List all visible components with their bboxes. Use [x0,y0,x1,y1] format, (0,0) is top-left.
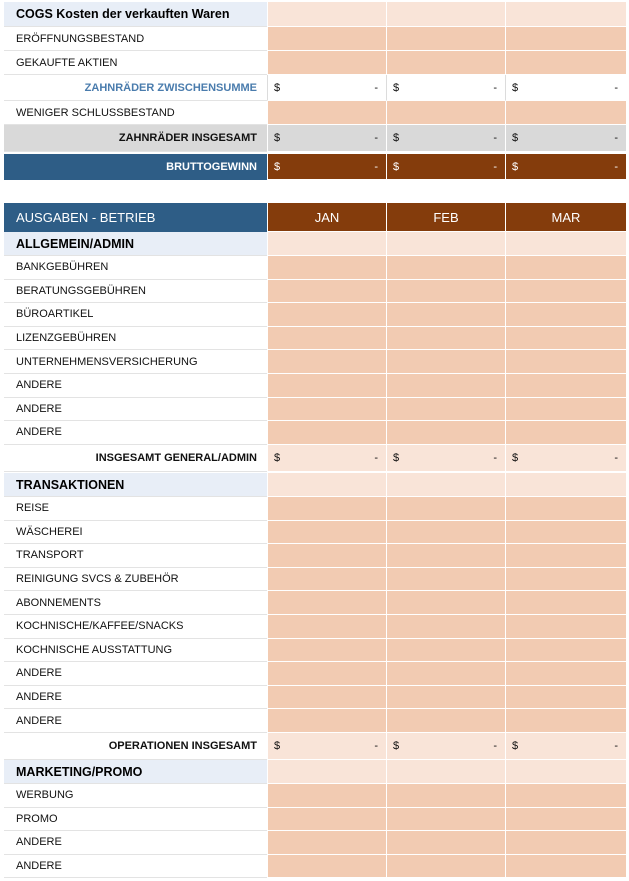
currency-symbol: $ [393,160,400,173]
input-cell[interactable] [267,27,386,51]
section-total-row [4,445,626,472]
input-cell[interactable] [386,615,505,639]
input-cell[interactable] [505,303,626,327]
value-cell[interactable] [505,154,626,180]
row-label: ZAHNRÄDER INSGESAMT [4,125,267,152]
month-header-feb: FEB [386,203,505,232]
table-row [4,421,626,445]
row-label: BERATUNGSGEBÜHREN [4,280,267,304]
input-cell[interactable] [267,51,386,75]
input-cell[interactable] [267,855,386,879]
value-cell[interactable] [505,445,626,472]
value: - [493,451,497,464]
input-cell[interactable] [267,784,386,808]
value-cell[interactable] [386,75,505,101]
input-cell[interactable] [386,473,505,497]
section-header-marketing [4,760,626,784]
input-cell[interactable] [267,808,386,832]
table-row [4,808,626,832]
input-cell[interactable] [267,256,386,280]
input-cell[interactable] [386,327,505,351]
currency-symbol: $ [393,132,400,144]
input-cell[interactable] [267,639,386,663]
section-header-operations [4,473,626,497]
value-cell[interactable] [386,733,505,760]
value-cell[interactable] [267,445,386,472]
cogs-subtotal-row [4,75,626,101]
input-cell[interactable] [386,808,505,832]
table-row [4,521,626,545]
input-cell[interactable] [386,27,505,51]
row-label: BRUTTOGEWINN [4,154,267,180]
input-cell[interactable] [386,831,505,855]
value-cell[interactable] [386,445,505,472]
input-cell[interactable] [386,280,505,304]
table-row [4,27,626,51]
row-label: WERBUNG [4,784,267,808]
currency-symbol: $ [393,740,400,752]
value-cell[interactable] [505,125,626,152]
input-cell[interactable] [386,421,505,445]
table-row [4,544,626,568]
table-row [4,327,626,351]
input-cell[interactable] [267,473,386,497]
input-cell[interactable] [505,101,626,125]
table-row [4,591,626,615]
row-label: TRANSPORT [4,544,267,568]
input-cell[interactable] [505,615,626,639]
currency-symbol: $ [393,451,400,464]
input-cell[interactable] [505,473,626,497]
table-row [4,101,626,125]
input-cell[interactable] [505,280,626,304]
table-row [4,256,626,280]
cell[interactable] [505,2,626,27]
input-cell[interactable] [386,544,505,568]
row-label: ERÖFFNUNGSBESTAND [4,27,267,51]
input-cell[interactable] [505,831,626,855]
table-row [4,662,626,686]
input-cell[interactable] [386,398,505,422]
input-cell[interactable] [505,398,626,422]
input-cell[interactable] [386,101,505,125]
value: - [493,740,497,752]
value: - [374,740,378,752]
row-label: PROMO [4,808,267,832]
value-cell[interactable] [267,154,386,180]
input-cell[interactable] [505,327,626,351]
value: - [614,132,618,144]
row-label: WÄSCHEREI [4,521,267,545]
row-label: ANDERE [4,398,267,422]
row-label: REINIGUNG SVCS & ZUBEHÖR [4,568,267,592]
section-header-general-admin [4,232,626,256]
value: - [493,160,497,173]
value: - [374,160,378,173]
table-row [4,686,626,710]
input-cell[interactable] [267,101,386,125]
input-cell[interactable] [505,662,626,686]
input-cell[interactable] [386,784,505,808]
row-label: KOCHNISCHE AUSSTATTUNG [4,639,267,663]
input-cell[interactable] [386,662,505,686]
input-cell[interactable] [386,686,505,710]
cell[interactable] [386,2,505,27]
table-row [4,374,626,398]
input-cell[interactable] [386,256,505,280]
input-cell[interactable] [505,256,626,280]
section-heading: ALLGEMEIN/ADMIN [4,232,267,256]
row-label: LIZENZGEBÜHREN [4,327,267,351]
input-cell[interactable] [505,232,626,256]
currency-symbol: $ [274,132,281,144]
row-label: ANDERE [4,374,267,398]
currency-symbol: $ [274,160,281,173]
table-row [4,709,626,733]
input-cell[interactable] [386,497,505,521]
value: - [614,451,618,464]
input-cell[interactable] [267,374,386,398]
input-cell[interactable] [386,232,505,256]
input-cell[interactable] [505,686,626,710]
value-cell[interactable] [505,733,626,760]
input-cell[interactable] [267,497,386,521]
expenses-title: AUSGABEN - BETRIEB [4,203,267,232]
value: - [374,132,378,144]
value: - [614,160,618,173]
input-cell[interactable] [267,615,386,639]
row-label: ANDERE [4,831,267,855]
currency-symbol: $ [274,740,281,752]
input-cell[interactable] [267,591,386,615]
input-cell[interactable] [386,303,505,327]
row-label: ABONNEMENTS [4,591,267,615]
table-row [4,615,626,639]
row-label: ANDERE [4,855,267,879]
month-header-mar: MAR [505,203,626,232]
input-cell[interactable] [267,686,386,710]
input-cell[interactable] [386,855,505,879]
currency-symbol: $ [393,81,400,94]
currency-symbol: $ [274,451,281,464]
row-label: ANDERE [4,421,267,445]
row-label: ANDERE [4,709,267,733]
section-heading: MARKETING/PROMO [4,760,267,784]
input-cell[interactable] [267,662,386,686]
currency-symbol: $ [512,132,519,144]
table-row [4,280,626,304]
cell[interactable] [267,2,386,27]
input-cell[interactable] [267,398,386,422]
input-cell[interactable] [505,497,626,521]
row-label: INSGESAMT GENERAL/ADMIN [4,445,267,472]
value: - [614,81,618,94]
value-cell[interactable] [505,75,626,101]
value-cell[interactable] [386,125,505,152]
row-label: GEKAUFTE AKTIEN [4,51,267,75]
table-row [4,784,626,808]
input-cell[interactable] [386,709,505,733]
input-cell[interactable] [505,760,626,784]
value-cell[interactable] [267,125,386,152]
expenses-header-row [4,203,626,232]
input-cell[interactable] [267,232,386,256]
value-cell[interactable] [267,75,386,101]
input-cell[interactable] [267,568,386,592]
value-cell[interactable] [386,154,505,180]
input-cell[interactable] [505,374,626,398]
cogs-title: COGS Kosten der verkauften Waren [4,2,267,27]
table-row [4,831,626,855]
input-cell[interactable] [386,521,505,545]
table-row [4,855,626,879]
section-total-row [4,733,626,760]
input-cell[interactable] [505,27,626,51]
currency-symbol: $ [512,160,519,173]
table-row [4,398,626,422]
input-cell[interactable] [386,350,505,374]
input-cell[interactable] [267,521,386,545]
input-cell[interactable] [505,855,626,879]
currency-symbol: $ [512,81,519,94]
row-label: WENIGER SCHLUSSBESTAND [4,101,267,125]
table-row [4,568,626,592]
input-cell[interactable] [267,327,386,351]
input-cell[interactable] [386,568,505,592]
row-label: UNTERNEHMENSVERSICHERUNG [4,350,267,374]
input-cell[interactable] [267,760,386,784]
row-label: ANDERE [4,662,267,686]
value: - [614,740,618,752]
cogs-section-header [4,2,626,27]
currency-symbol: $ [512,451,519,464]
input-cell[interactable] [267,303,386,327]
input-cell[interactable] [267,421,386,445]
input-cell[interactable] [386,760,505,784]
value: - [493,81,497,94]
input-cell[interactable] [267,831,386,855]
input-cell[interactable] [267,544,386,568]
currency-symbol: $ [274,81,281,94]
input-cell[interactable] [267,280,386,304]
table-row [4,303,626,327]
input-cell[interactable] [386,591,505,615]
input-cell[interactable] [267,350,386,374]
row-label: ANDERE [4,686,267,710]
row-label: OPERATIONEN INSGESAMT [4,733,267,760]
table-row [4,350,626,374]
row-label: KOCHNISCHE/KAFFEE/SNACKS [4,615,267,639]
input-cell[interactable] [386,639,505,663]
row-label: BÜROARTIKEL [4,303,267,327]
gross-profit-row [4,154,626,180]
table-row [4,51,626,75]
table-row [4,639,626,663]
input-cell[interactable] [505,784,626,808]
table-row [4,497,626,521]
input-cell[interactable] [505,350,626,374]
input-cell[interactable] [386,51,505,75]
row-label: BANKGEBÜHREN [4,256,267,280]
row-label: ZAHNRÄDER ZWISCHENSUMME [4,75,267,101]
input-cell[interactable] [267,709,386,733]
input-cell[interactable] [386,374,505,398]
input-cell[interactable] [505,591,626,615]
input-cell[interactable] [505,521,626,545]
cogs-total-row [4,125,626,152]
input-cell[interactable] [505,639,626,663]
input-cell[interactable] [505,51,626,75]
input-cell[interactable] [505,568,626,592]
currency-symbol: $ [512,740,519,752]
section-heading: TRANSAKTIONEN [4,473,267,497]
value: - [374,451,378,464]
input-cell[interactable] [505,421,626,445]
month-header-jan: JAN [267,203,386,232]
row-label: REISE [4,497,267,521]
value: - [493,132,497,144]
value: - [374,81,378,94]
input-cell[interactable] [505,544,626,568]
input-cell[interactable] [505,709,626,733]
input-cell[interactable] [505,808,626,832]
value-cell[interactable] [267,733,386,760]
